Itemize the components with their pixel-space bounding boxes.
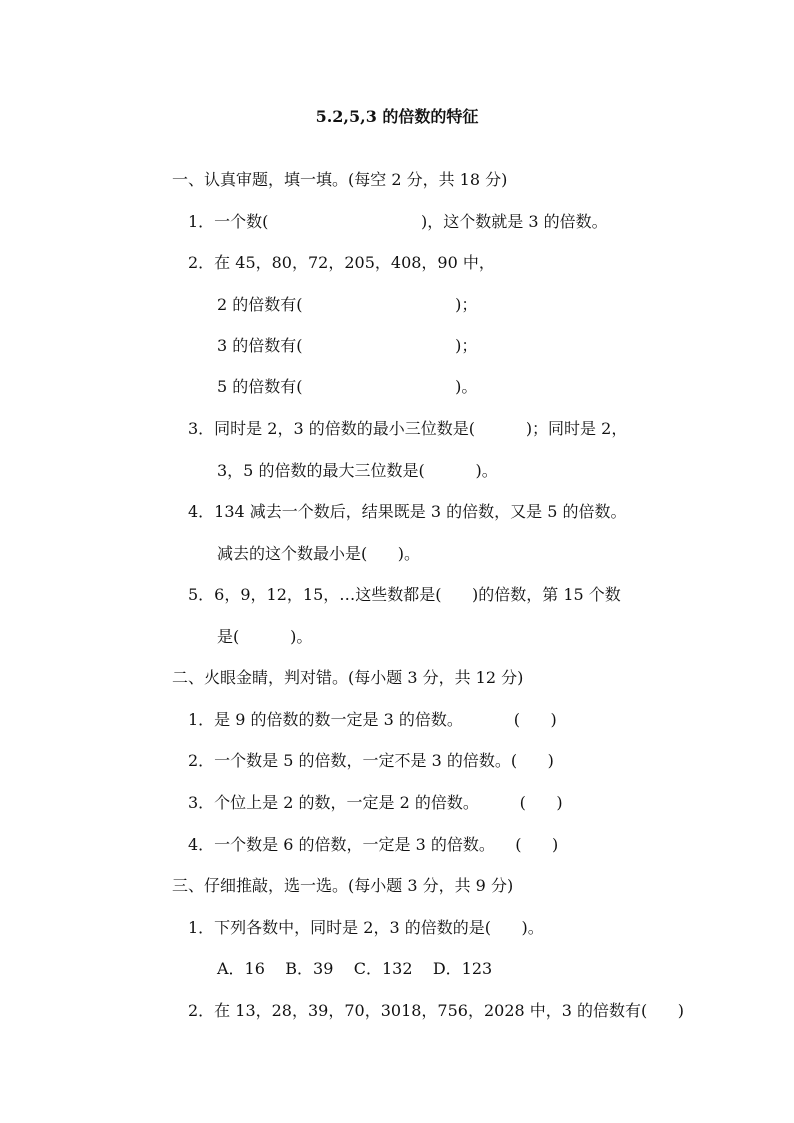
choice-question-2: 2．在 13，28，39，70，3018，756，2028 中，3 的倍数有( )	[188, 1001, 685, 1020]
question-1-3-line1: 3．同时是 2，3 的倍数的最小三位数是( )；同时是 2，	[188, 419, 628, 438]
choice-question-1: 1．下列各数中，同时是 2，3 的倍数的是( )。	[188, 918, 544, 937]
question-1-1: 1．一个数( )，这个数就是 3 的倍数。	[188, 212, 608, 231]
question-1-2: 2．在 45，80，72，205，408，90 中，	[188, 253, 495, 272]
judgment-item-2: 2．一个数是 5 的倍数，一定不是 3 的倍数。( )	[188, 751, 554, 770]
question-1-4-line2: 减去的这个数最小是( )。	[217, 544, 421, 563]
judgment-item-3: 3．个位上是 2 的数，一定是 2 的倍数。 ( )	[188, 793, 563, 812]
question-1-2-multiples-of-5: 5 的倍数有( )。	[217, 377, 478, 396]
section2-heading: 二、火眼金睛，判对错。(每小题 3 分，共 12 分)	[172, 668, 524, 687]
question-1-5-line2: 是( )。	[217, 627, 313, 646]
question-1-5-line1: 5．6，9，12，15，…这些数都是( )的倍数，第 15 个数	[188, 585, 621, 604]
section3-heading: 三、仔细推敲，选一选。(每小题 3 分，共 9 分)	[172, 876, 514, 895]
judgment-item-4: 4．一个数是 6 的倍数，一定是 3 的倍数。 ( )	[188, 835, 559, 854]
question-1-3-line2: 3，5 的倍数的最大三位数是( )。	[217, 461, 498, 480]
question-1-2-multiples-of-3: 3 的倍数有( )；	[217, 336, 478, 355]
page-title: 5.2,5,3 的倍数的特征	[315, 107, 479, 126]
question-1-2-multiples-of-2: 2 的倍数有( )；	[217, 295, 478, 314]
choice-question-1-options: A．16 B．39 C．132 D．123	[217, 959, 493, 978]
question-1-4-line1: 4．134 减去一个数后，结果既是 3 的倍数，又是 5 的倍数。	[188, 502, 627, 521]
section1-heading: 一、认真审题，填一填。(每空 2 分，共 18 分)	[172, 170, 508, 189]
judgment-item-1: 1．是 9 的倍数的数一定是 3 的倍数。 ( )	[188, 710, 557, 729]
